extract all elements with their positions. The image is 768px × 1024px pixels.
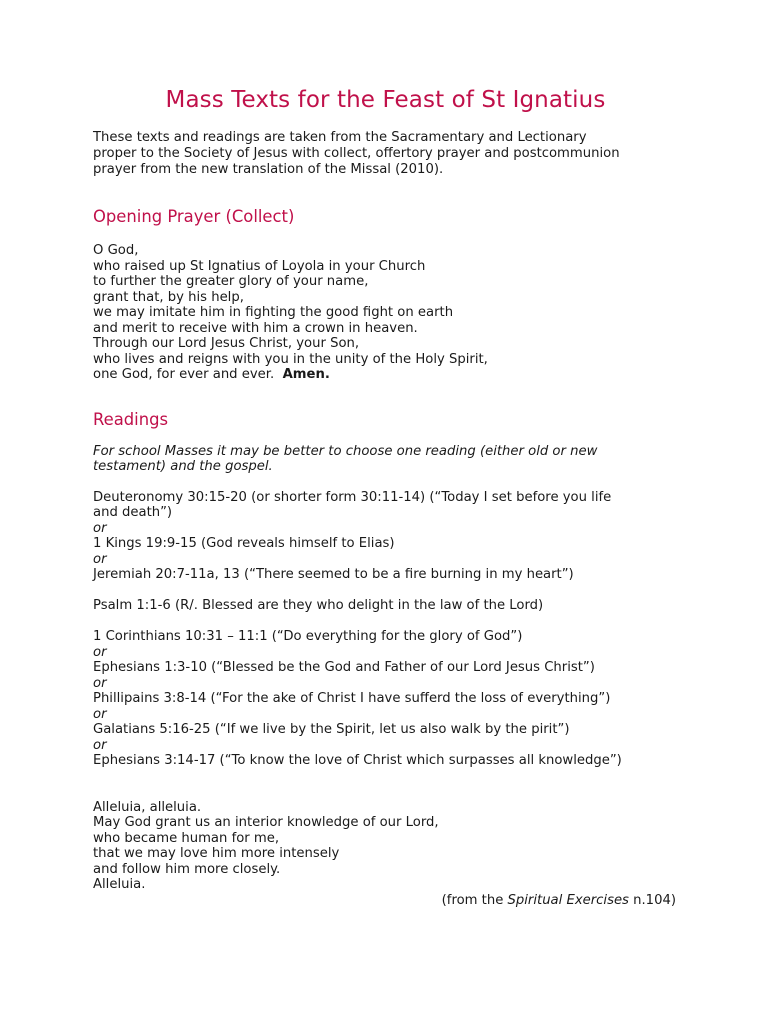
psalm: Psalm 1:1-6 (R/. Blessed are they who delight in the law of the Lord) — [93, 598, 544, 613]
second-reading-alt: Ephesians 1:3-10 (“Blessed be the God and Father of our Lord Jesus Christ”) — [93, 660, 595, 675]
amen-response: Amen. — [282, 367, 330, 382]
or-label: or — [93, 644, 107, 660]
second-reading-alt: Galatians 5:16-25 (“If we live by the Spirit, let us also walk by the pirit”) — [93, 722, 570, 737]
collect-closing: one God, for ever and ever. — [93, 367, 275, 382]
first-reading-alt: 1 Kings 19:9-15 (God reveals himself to Elias) — [93, 536, 395, 551]
second-reading-alt: Ephesians 3:14-17 (“To know the love of Christ which surpasses all knowledge”) — [93, 753, 622, 768]
readings-note — [93, 444, 678, 475]
intro-paragraph — [93, 130, 678, 178]
collect-line: Through our Lord Jesus Christ, your Son, — [93, 336, 360, 351]
collect-last-line — [93, 367, 678, 383]
alleluia-line: May God grant us an interior knowledge of our Lord, — [93, 815, 439, 830]
or-label: or — [93, 706, 107, 722]
intro-line: proper to the Society of Jesus with collect, offertory prayer and postcommunion — [93, 146, 620, 161]
second-reading-alt: Phillipains 3:8-14 (“For the ake of Christ I have sufferd the loss of everything”) — [93, 691, 611, 706]
alleluia-source — [93, 893, 678, 909]
second-reading: 1 Corinthians 10:31 – 11:1 (“Do everything for the glory of God”) — [93, 629, 523, 644]
collect-heading: Opening Prayer (Collect) — [93, 207, 295, 226]
source-title: Spiritual Exercises — [507, 892, 629, 908]
alleluia-line: Alleluia. — [93, 877, 146, 892]
first-reading: Deuteronomy 30:15-20 (or shorter form 30:11-14) (“Today I set before you life — [93, 489, 612, 505]
alleluia-line: Alleluia, alleluia. — [93, 799, 202, 815]
page-title: Mass Texts for the Feast of St Ignatius — [165, 87, 606, 113]
collect-line: grant that, by his help, — [93, 289, 244, 305]
intro-line: These texts and readings are taken from the Sacramentary and Lectionary — [93, 130, 587, 145]
note-line: For school Masses it may be better to choose one reading (either old or new — [93, 443, 598, 459]
first-reading-cont: and death”) — [93, 505, 173, 520]
alleluia-line: who became human for me, — [93, 830, 280, 846]
alleluia-line: and follow him more closely. — [93, 861, 281, 877]
collect-line: who raised up St Ignatius of Loyola in your Church — [93, 258, 426, 274]
collect-line: we may imitate him in fighting the good fight on earth — [93, 305, 454, 320]
source-suffix: n.104) — [628, 892, 676, 908]
readings-list — [93, 490, 678, 909]
collect-line: and merit to receive with him a crown in heaven. — [93, 320, 418, 336]
note-line: testament) and the gospel. — [93, 459, 273, 474]
or-label: or — [93, 551, 107, 567]
or-label: or — [93, 675, 107, 691]
or-label: or — [93, 737, 107, 753]
collect-prayer — [93, 243, 678, 383]
collect-line: O God, — [93, 243, 139, 258]
intro-line: prayer from the new translation of the Missal (2010). — [93, 162, 444, 177]
collect-line: who lives and reigns with you in the unity of the Holy Spirit, — [93, 351, 488, 367]
collect-line: to further the greater glory of your name, — [93, 274, 369, 289]
source-prefix: (from the — [441, 892, 508, 908]
first-reading-alt: Jeremiah 20:7-11a, 13 (“There seemed to be a fire burning in my heart”) — [93, 567, 574, 582]
or-label: or — [93, 520, 107, 536]
alleluia-line: that we may love him more intensely — [93, 846, 340, 861]
readings-heading: Readings — [93, 409, 169, 429]
